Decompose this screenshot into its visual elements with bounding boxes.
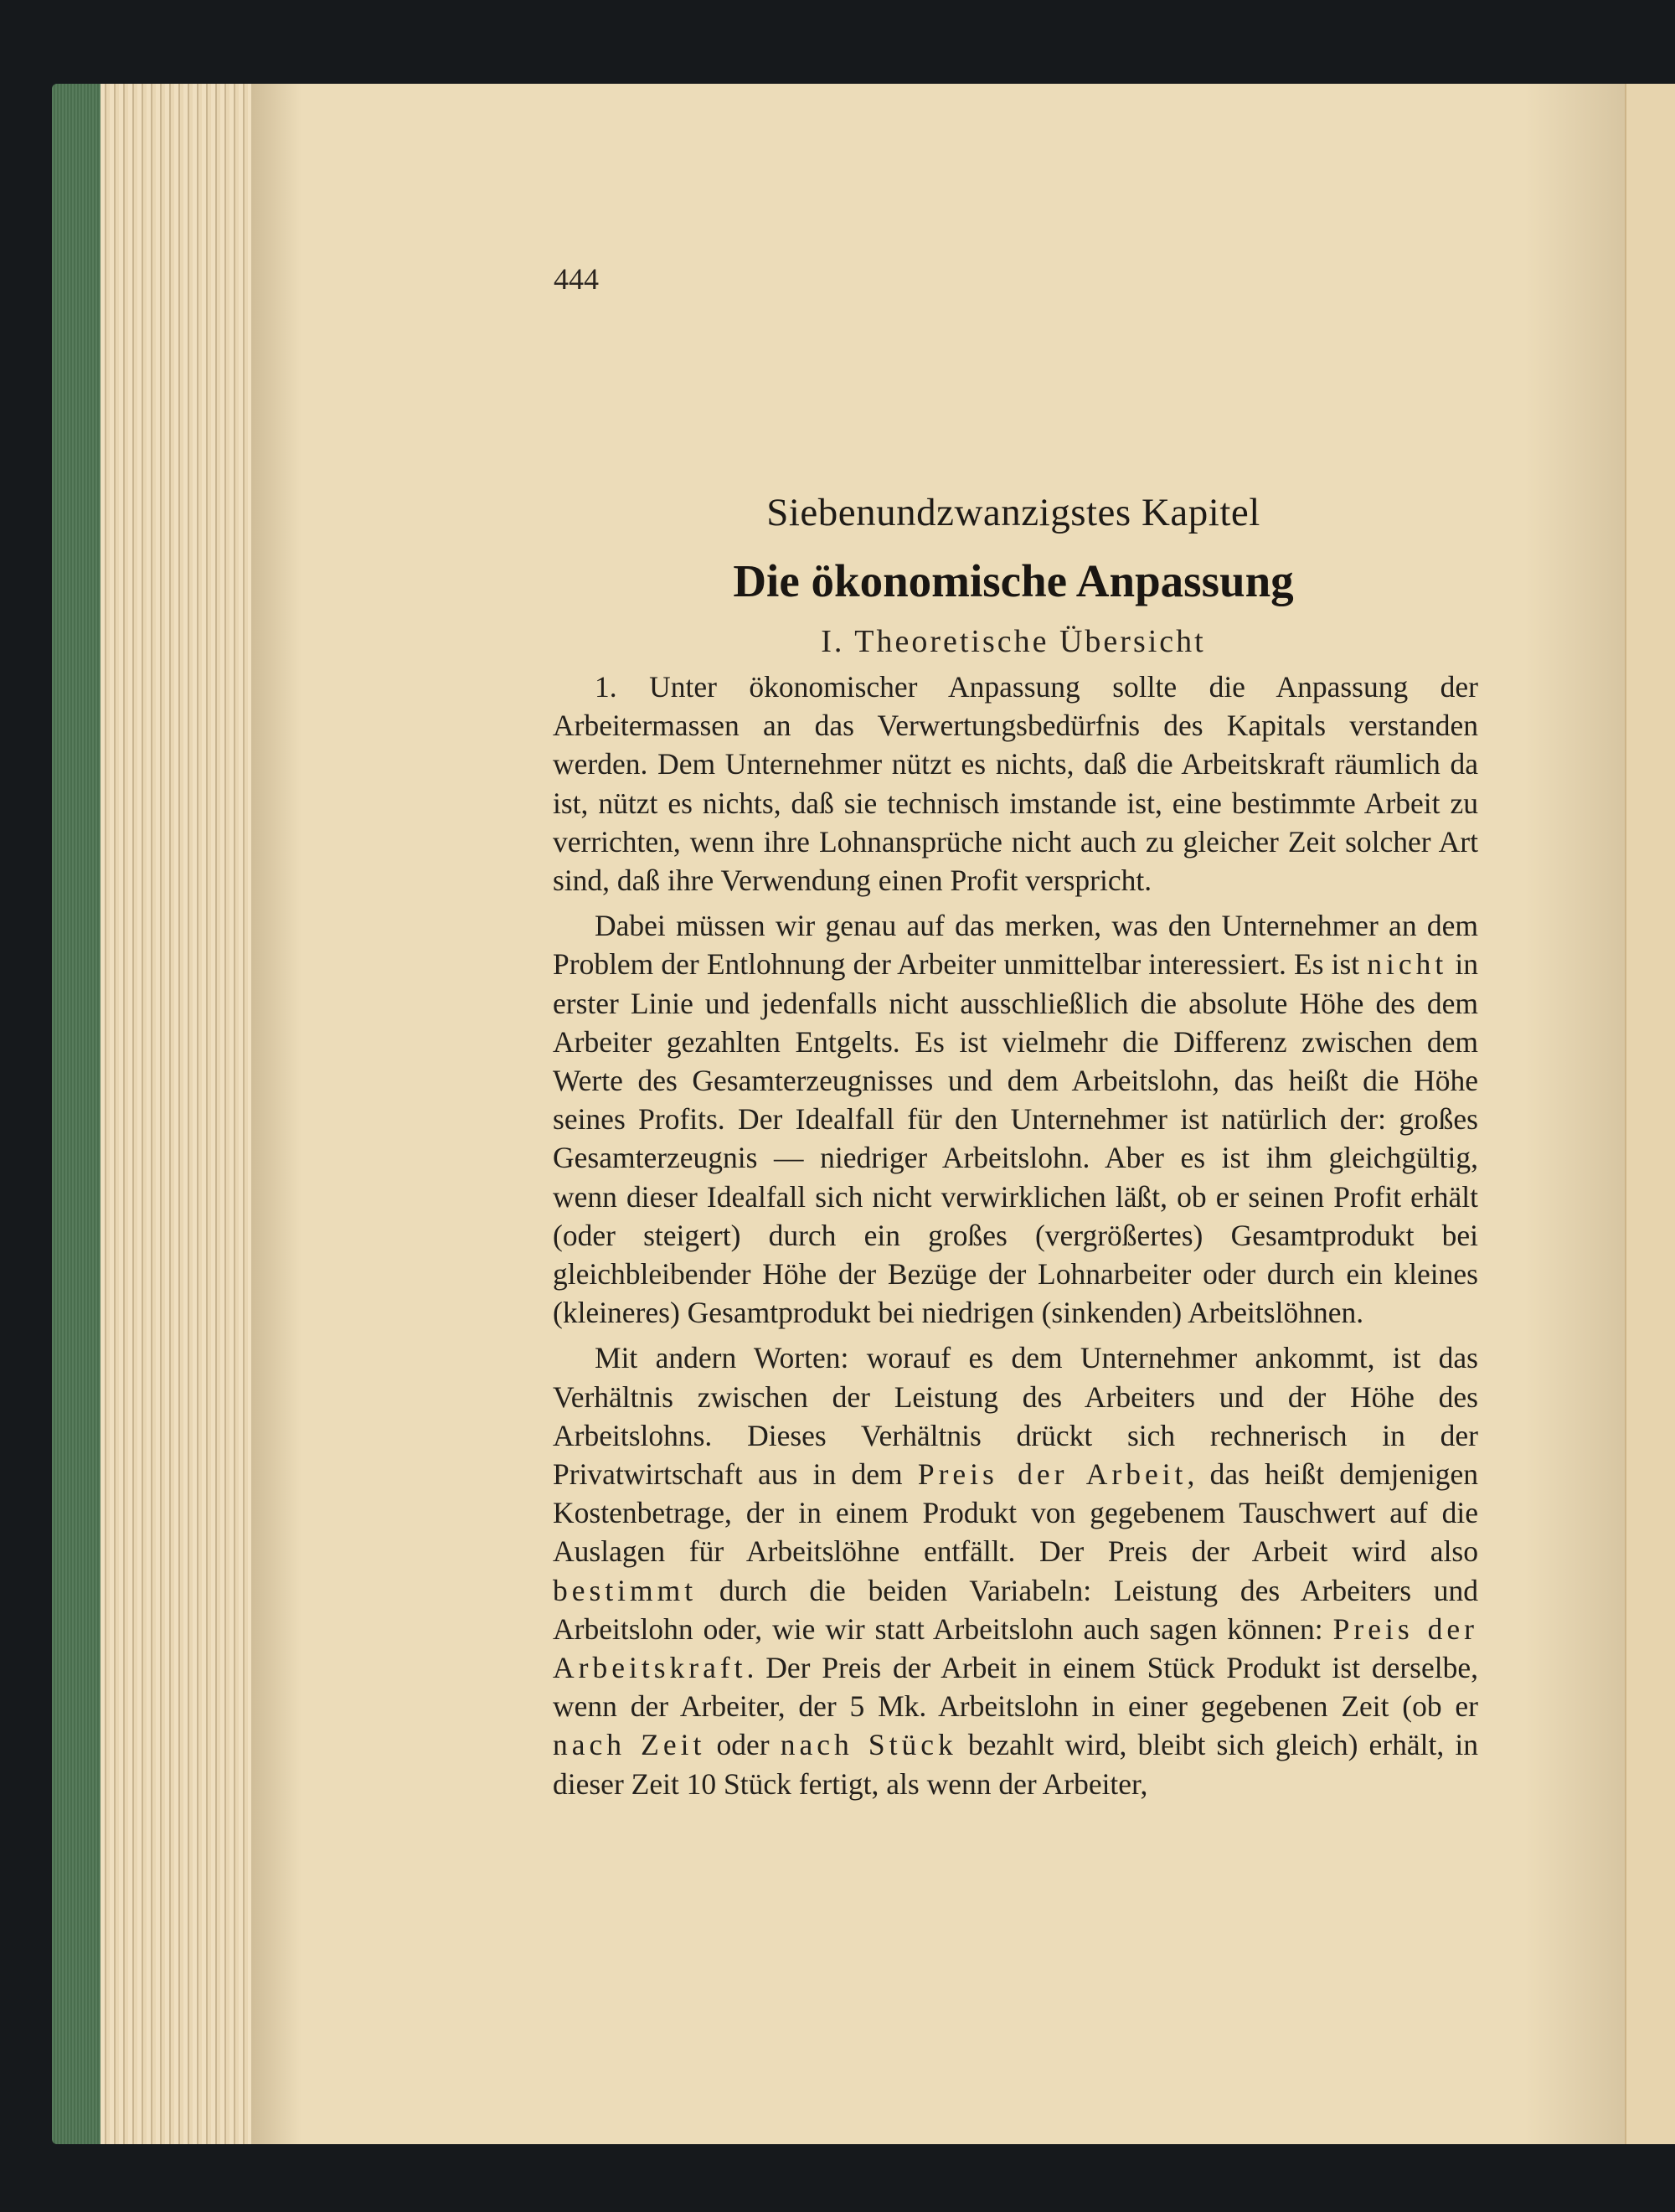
spaced-emphasis: nicht — [1367, 947, 1448, 982]
paragraph-1: 1. Unter ökonomischer Anpassung sollte die Anpassung der Arbeitermassen an das Verwertungsbedürfnis des Kapitals verstanden werden. Dem Unternehmer nützt es nichts, daß die Arbeitskraft räumlich da ist, nützt es nichts, daß sie technisch imstande ist, eine bestimmte Arbeit zu verrichten, wenn ihre Lohnansprüche nicht auch zu gleicher Zeit solcher Art sind, daß ihre Verwendung einen Profit verspricht. — [553, 670, 1478, 898]
spaced-emphasis: Preis der Arbeitskraft — [553, 1611, 1478, 1685]
page-number: 444 — [554, 262, 599, 296]
page-edges — [100, 84, 268, 2144]
body-text — [553, 668, 1478, 1810]
paragraph-3: Mit andern Worten: worauf es dem Unternehmer ankommt, ist das Verhältnis zwischen der Leistung des Arbeiters und der Höhe des Arbeitslohns. Dieses Verhältnis drückt sich rechnerisch in der Privatwirtschaft aus in dem Preis der Arbeit, das heißt demjenigen Kostenbetrage, der in einem Produkt von gegebenem Tauschwert auf die Auslagen für Arbeitslöhne entfällt. Der Preis der Arbeit wird also bestimmt durch die beiden Variabeln: Leistung des Arbeiters und Arbeitslohn oder, wie wir statt Arbeitslohn auch sagen können: Preis der Arbeitskraft. Der Preis der Arbeit in einem Stück Produkt ist derselbe, wenn der Arbeiter, der 5 Mk. Arbeitslohn in einer gegebenen Zeit (ob er nach Zeit oder nach Stück bezahlt wird, bleibt sich gleich) erhält, in dieser Zeit 10 Stück fertigt, als wenn der Arbeiter, — [553, 1341, 1479, 1801]
chapter-subtitle: Die ökonomische Anpassung — [733, 555, 1294, 606]
facing-page-edge — [1625, 84, 1675, 2144]
spaced-emphasis: nach Zeit — [553, 1728, 706, 1762]
spaced-emphasis: Preis der Arbeit — [917, 1457, 1188, 1492]
spaced-emphasis: nach Stück — [780, 1728, 957, 1762]
chapter-title: Siebenundzwanzigstes Kapitel — [766, 491, 1260, 534]
paragraph-2: Dabei müssen wir genau auf das merken, was den Unternehmer an dem Problem der Entlohnung der Arbeiter unmittelbar interessiert. Es ist nicht in erster Linie und jedenfalls nicht ausschließlich die absolute Höhe des dem Arbeiter gezahlten Entgelts. Es ist vielmehr die Differenz zwischen dem Werte des Gesamterzeugnisses und dem Arbeitslohn, das heißt die Höhe seines Profits. Der Idealfall für den Unternehmer ist natürlich der: großes Gesamterzeugnis — niedriger Arbeitslohn. Aber es ist ihm gleichgültig, wenn dieser Idealfall sich nicht verwirklichen läßt, ob er seinen Profit erhält (oder steigert) durch ein großes (vergrößertes) Gesamtprodukt bei gleichbleibender Höhe der Bezüge der Lohnarbeiter oder durch ein kleines (kleineres) Gesamtprodukt bei niedrigen (sinkenden) Arbeitslöhnen. — [553, 909, 1478, 1330]
spaced-emphasis: bestimmt — [553, 1573, 698, 1607]
section-heading: I. Theoretische Übersicht — [821, 624, 1206, 659]
